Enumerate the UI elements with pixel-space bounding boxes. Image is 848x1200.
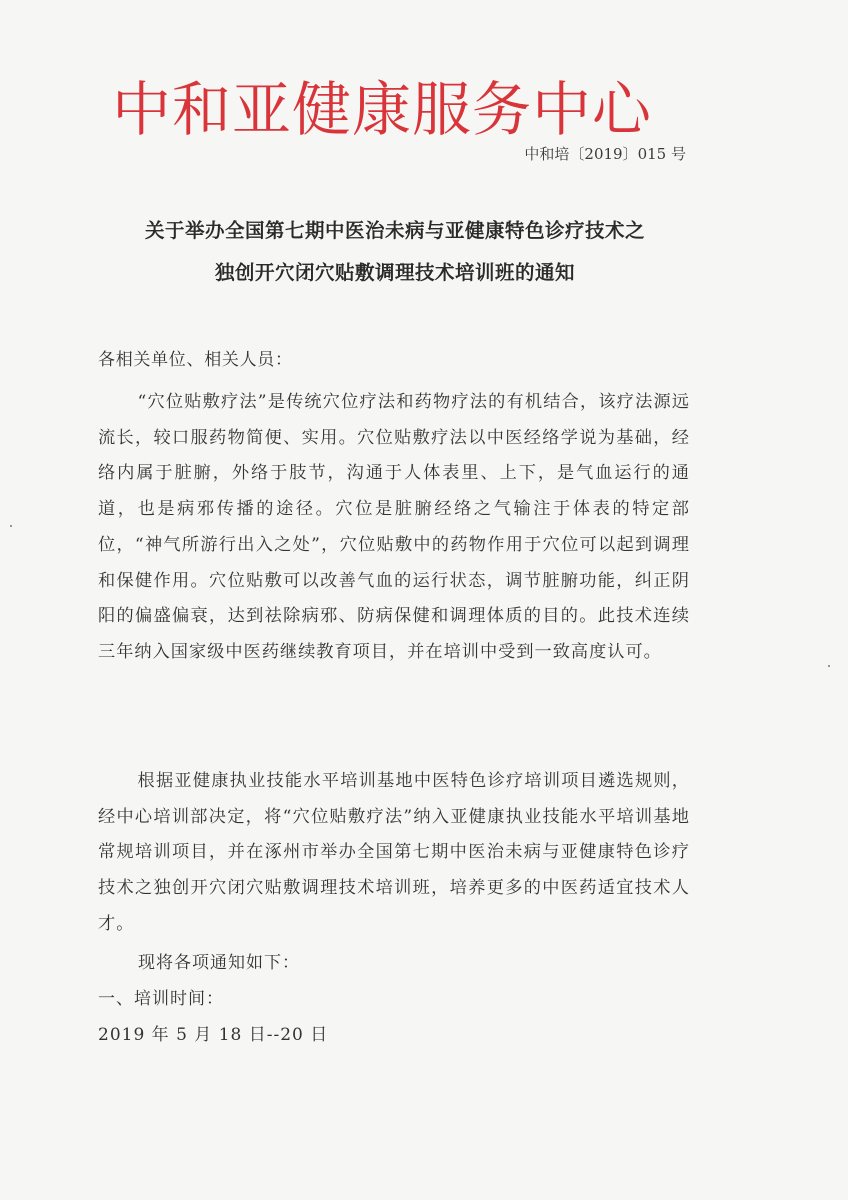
document-title-line-2: 独创开穴闭穴贴敷调理技术培训班的通知	[214, 261, 575, 284]
scan-speck	[10, 525, 12, 527]
document-number: 中和培〔2019〕015 号	[524, 145, 686, 163]
organization-header: 中和亚健康服务中心	[112, 75, 653, 144]
training-date: 2019 年 5 月 18 日--20 日	[98, 1025, 329, 1045]
document-title-line-1: 关于举办全国第七期中医治未病与亚健康特色诊疗技术之	[144, 219, 645, 242]
paragraph-decision: 根据亚健康执业技能水平培训基地中医特色诊疗培训项目遴选规则，经中心培训部决定，将“穴位贴敷疗法”纳入亚健康执业技能水平培训基地常规培训项目，并在涿州市举办全国第七期中医治未病与亚健康特色诊疗技术之独创开穴闭穴贴敷调理技术培训班，培养更多的中医药适宜技术人才。	[98, 771, 690, 934]
paragraph-introduction: “穴位贴敷疗法”是传统穴位疗法和药物疗法的有机结合，该疗法源远流长，较口服药物简便、实用。穴位贴敷疗法以中医经络学说为基础，经络内属于脏腑，外络于肢节，沟通于人体表里、上下，是气血运行的通道，也是病邪传播的途径。穴位是脏腑经络之气输注于体表的特定部位，“神气所游行出入之处”，穴位贴敷中的药物作用于穴位可以起到调理和保健作用。穴位贴敷可以改善气血的运行状态，调节脏腑功能，纠正阴阳的偏盛偏衰，达到祛除病邪、防病保健和调理体质的目的。此技术连续三年纳入国家级中医药继续教育项目，并在培训中受到一致高度认可。	[98, 392, 690, 662]
notice-line: 现将各项通知如下：	[138, 953, 300, 973]
salutation: 各相关单位、相关人员：	[98, 350, 293, 370]
scan-speck	[828, 665, 830, 667]
section-heading-training-time: 一、培训时间：	[98, 989, 224, 1009]
